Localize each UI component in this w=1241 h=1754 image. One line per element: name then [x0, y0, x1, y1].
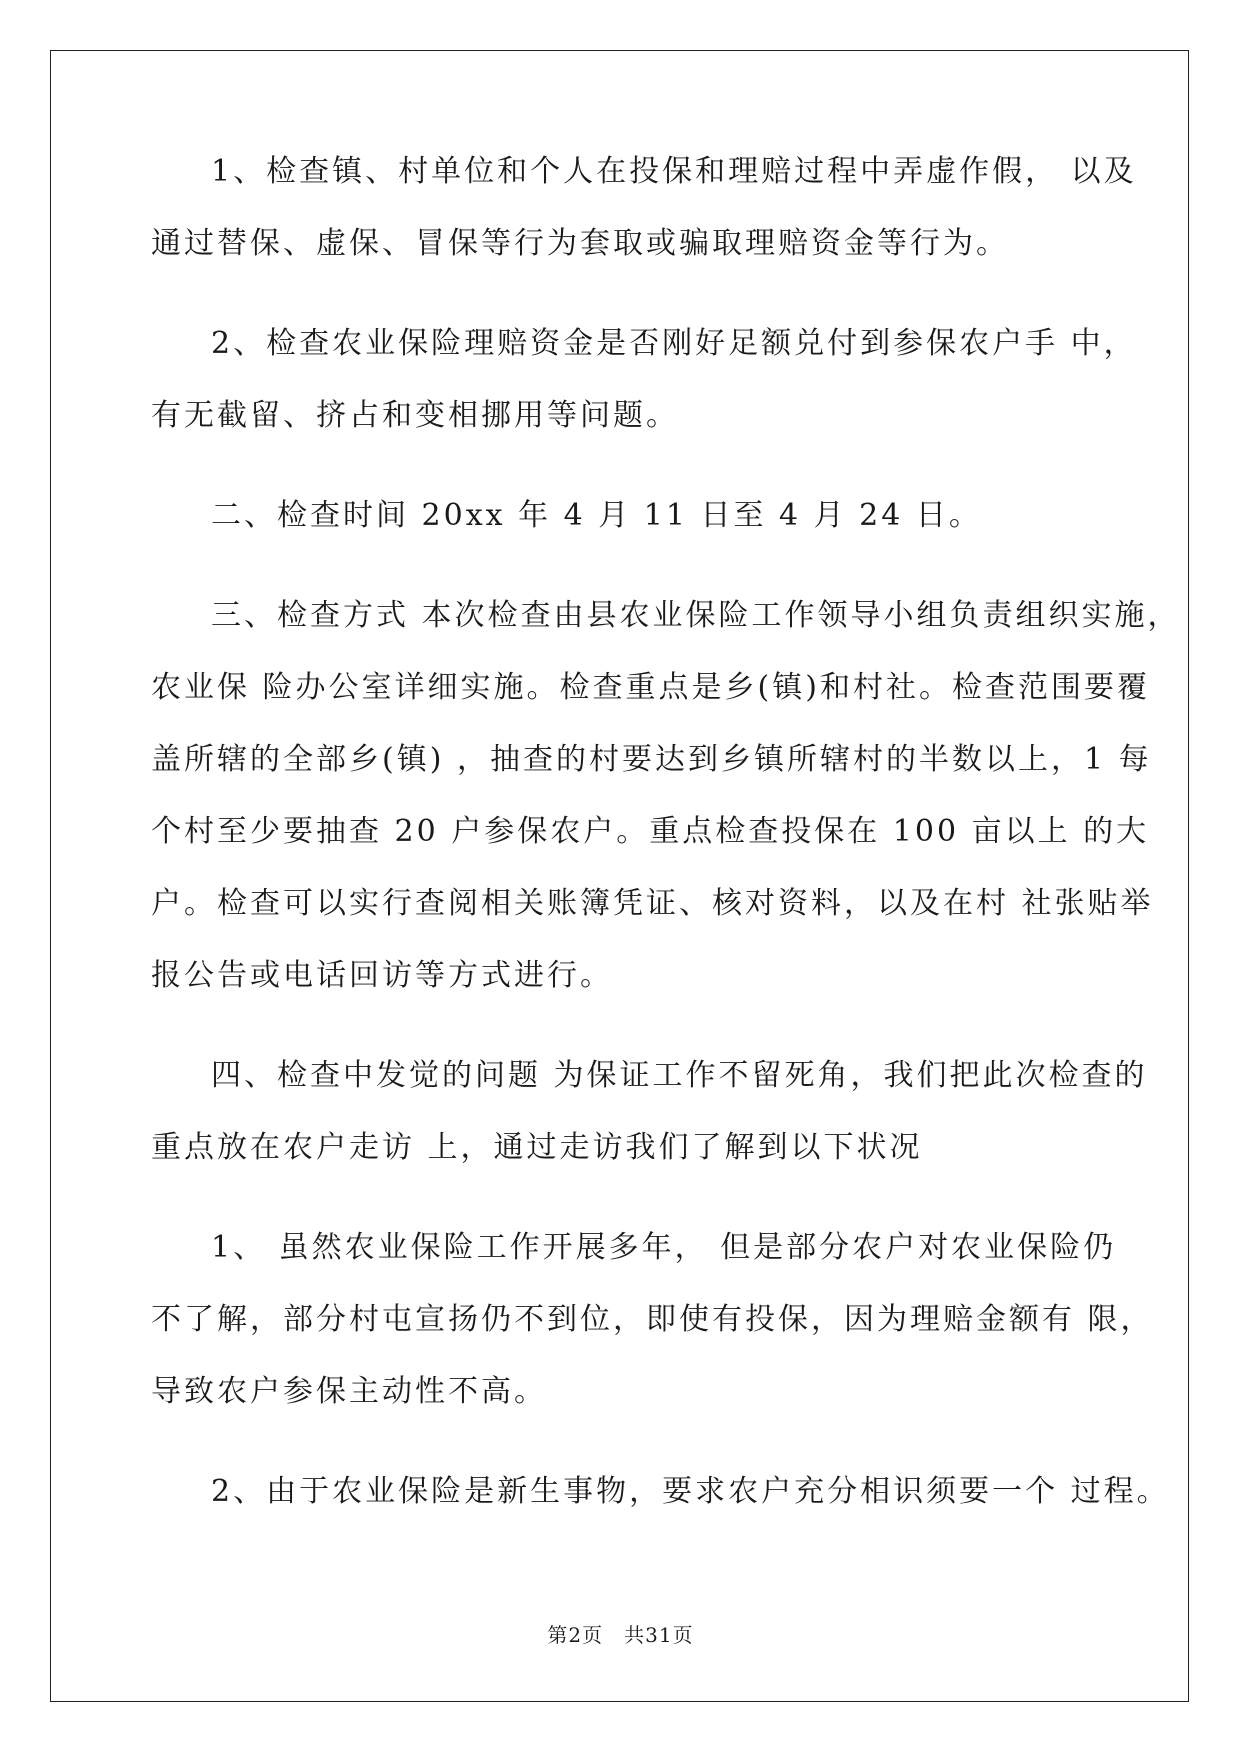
paragraph-line: 有无截留、挤占和变相挪用等问题。: [151, 398, 679, 433]
paragraph-line: 户。检查可以实行查阅相关账簿凭证、核对资料，以及在村 社张贴举: [151, 886, 1154, 921]
paragraph-line: 农业保 险办公室详细实施。检查重点是乡(镇)和村社。检查范围要覆: [151, 670, 1150, 705]
paragraph-line: 二、检查时间 20xx 年 4 月 11 日至 4 月 24 日。: [211, 498, 982, 533]
paragraph-line: 重点放在农户走访 上，通过走访我们了解到以下状况: [151, 1130, 923, 1165]
paragraph-line: 1、 虽然农业保险工作开展多年， 但是部分农户对农业保险仍: [211, 1230, 1117, 1265]
paragraph-line: 个村至少要抽查 20 户参保农户。重点检查投保在 100 亩以上 的大: [151, 814, 1150, 849]
paragraph-line: 报公告或电话回访等方式进行。: [151, 958, 613, 993]
page-border: [50, 50, 1189, 1702]
paragraph-line: 导致农户参保主动性不高。: [151, 1374, 547, 1409]
paragraph-line: 三、检查方式 本次检查由县农业保险工作领导小组负责组织实施，: [211, 598, 1181, 633]
page-number-footer: 第2页 共31页: [547, 1623, 694, 1647]
paragraph-line: 盖所辖的全部乡(镇) ，抽查的村要达到乡镇所辖村的半数以上，1 每: [151, 742, 1152, 777]
paragraph-line: 2、检查农业保险理赔资金是否刚好足额兑付到参保农户手 中，: [211, 326, 1137, 361]
paragraph-line: 四、检查中发觉的问题 为保证工作不留死角，我们把此次检查的: [211, 1058, 1148, 1093]
paragraph-line: 通过替保、虚保、冒保等行为套取或骗取理赔资金等行为。: [151, 226, 1009, 261]
paragraph-line: 1、检查镇、村单位和个人在投保和理赔过程中弄虚作假， 以及: [211, 154, 1137, 189]
paragraph-line: 2、由于农业保险是新生事物，要求农户充分相识须要一个 过程。: [211, 1474, 1170, 1509]
paragraph-line: 不了解，部分村屯宣扬仍不到位，即使有投保，因为理赔金额有 限，: [151, 1302, 1154, 1337]
